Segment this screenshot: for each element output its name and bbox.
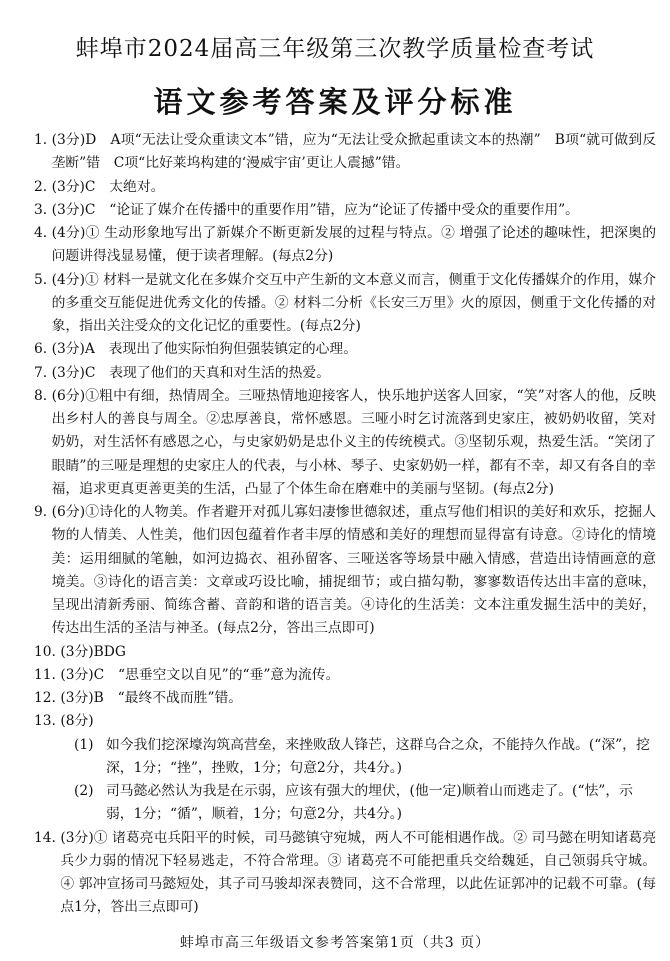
answer-item-12	[34, 687, 656, 710]
answer-subitem-13-1	[34, 734, 656, 781]
item-number: 5.	[34, 271, 52, 288]
page-title: 语文参考答案及评分标准	[153, 85, 517, 119]
answer-item-7	[34, 362, 656, 385]
item-text: (3分)D A项“无法让受众重读文本”错，应为“无法让受众掀起重读文本的热潮” B项“就可做到反垄断”错 C项“比好莱坞构建的‘漫威宇宙’更让人震撼”错。	[51, 132, 656, 172]
answer-item-5	[34, 269, 656, 339]
answer-item-11	[34, 664, 656, 687]
subitem-number: (2)	[74, 783, 94, 799]
answer-item-1	[34, 129, 656, 176]
item-text: (6分)①粗中有细，热情周全。三哑热情地迎接客人，快乐地护送客人回家，“笑”对客人的他，反映出乡村人的善良与周全。②忠厚善良，常怀感恩。三哑小时乞讨流落到史家庄，被奶奶收留，笑对奶奶，对生活怀有感恩之心，与史家奶奶是忠仆义主的传统模式。③坚韧乐观，热爱生活。“笑闭了眼睛”的三哑是理想的史家庄人的代表，与小林、琴子、史家奶奶一样，都有不幸，却又有各自的幸福，追求更真更善更美的生活，凸显了个体生命在磨难中的美丽与坚韧。(每点2分)	[51, 387, 656, 497]
item-number: 12.	[34, 690, 61, 706]
answer-item-6	[34, 338, 656, 361]
subitem-text: 如今我们挖深壕沟筑高营垒，来挫败敌人锋芒，这群乌合之众，不能持久作战。(“深”，挖深，1分；“挫”，挫败，1分；句意2分，共4分。)	[106, 736, 650, 776]
answer-item-10	[34, 641, 656, 664]
item-number: 1.	[34, 132, 52, 148]
page-footer: 蚌埠市高三年级语文参考答案第1页（共3 页）	[179, 935, 491, 951]
exam-title: 蚌埠市2024届高三年级第三次教学质量检查考试	[75, 36, 595, 62]
item-text: (3分)A 表现出了他实际怕狗但强装镇定的心理。	[51, 341, 358, 358]
item-text: (3分)C “论证了媒介在传播中的重要作用”错，应为“论证了传播中受众的重要作用”。	[51, 201, 579, 218]
item-text: (3分)① 诸葛亮屯兵阳平的时候，司马懿镇守宛城，两人不可能相遇作战。② 司马懿在明知诸葛亮兵少力弱的情况下轻易逃走，不符合常理。③ 诸葛亮不可能把重兵交给魏延，自己领弱兵守城。④ 郭冲宣扬司马懿短处，其子司马骏却深表赞同，这不合常理，以此佐证郭冲的记载不可靠。(每点1分，答出三点即可)	[60, 829, 656, 916]
answer-list	[34, 129, 656, 920]
item-number: 13.	[34, 713, 61, 730]
item-text: (8分)	[60, 713, 94, 730]
item-number: 2.	[34, 178, 52, 195]
item-number: 8.	[34, 387, 52, 404]
answer-item-2	[34, 176, 656, 199]
item-number: 3.	[34, 201, 52, 218]
item-number: 11.	[34, 666, 61, 683]
item-text: (3分)C 太绝对。	[51, 178, 165, 195]
subitem-text: 司马懿必然认为我是在示弱，应该有强大的埋伏，(他一定)顺着山而逃走了。(“怯”，示弱，1分；“循”，顺着，1分；句意2分，共4分。)	[106, 783, 633, 823]
answer-item-3	[34, 199, 656, 222]
answer-item-4	[34, 222, 656, 269]
answer-item-8	[34, 385, 656, 501]
item-text: (4分)① 生动形象地写出了新媒介不断更新发展的过程与特点。② 增强了论述的趣味性，把深奥的问题讲得浅显易懂，便于读者理解。(每点2分)	[51, 225, 656, 265]
answer-item-9	[34, 501, 656, 641]
answer-subitem-13-2	[34, 780, 656, 827]
item-text: (4分)① 材料一是就文化在多媒介交互中产生新的文本意义而言，侧重于文化传播媒介的作用，媒介的多重交互能促进优秀文化的传播。② 材料二分析《长安三万里》火的原因，侧重于文化传播的对象，指出关注受众的文化记忆的重要性。(每点2分)	[51, 271, 656, 334]
item-text: (3分)B “最终不战而胜”错。	[60, 690, 243, 706]
item-number: 10.	[34, 643, 61, 660]
item-number: 7.	[34, 364, 52, 381]
answer-item-13	[34, 710, 656, 733]
item-text: (3分)C 表现了他们的天真和对生活的热爱。	[51, 364, 331, 381]
answer-item-14	[34, 827, 656, 920]
item-text: (3分)C “思垂空文以自见”的“垂”意为流传。	[60, 666, 340, 683]
item-number: 14.	[34, 829, 61, 846]
item-number: 9.	[34, 504, 52, 520]
item-text: (3分)BDG	[60, 643, 126, 660]
item-number: 4.	[34, 225, 52, 241]
subitem-number: (1)	[74, 736, 94, 753]
item-text: (6分)①诗化的人物美。作者避开对孤儿寡妇凄惨世德叙述，重点写他们相识的美好和欢乐，挖掘人物的人情美、人性美，他们因包蕴着作者丰厚的情感和美好的理想而显得富有诗意。②诗化的情境美：运用细腻的笔触，如河边捣衣、祖孙留客、三哑送客等场景中融入情感，营造出诗情画意的意境美。③诗化的语言美：文章或巧设比喻，捕捉细节；或白描勾勒，寥寥数语传达出丰富的意味，呈现出清新秀丽、简练含蓄、音韵和谐的语言美。④诗化的生活美：文本注重发掘生活中的美好，传达出生活的圣洁与神圣。(每点2分，答出三点即可)	[51, 504, 656, 637]
item-number: 6.	[34, 341, 52, 358]
